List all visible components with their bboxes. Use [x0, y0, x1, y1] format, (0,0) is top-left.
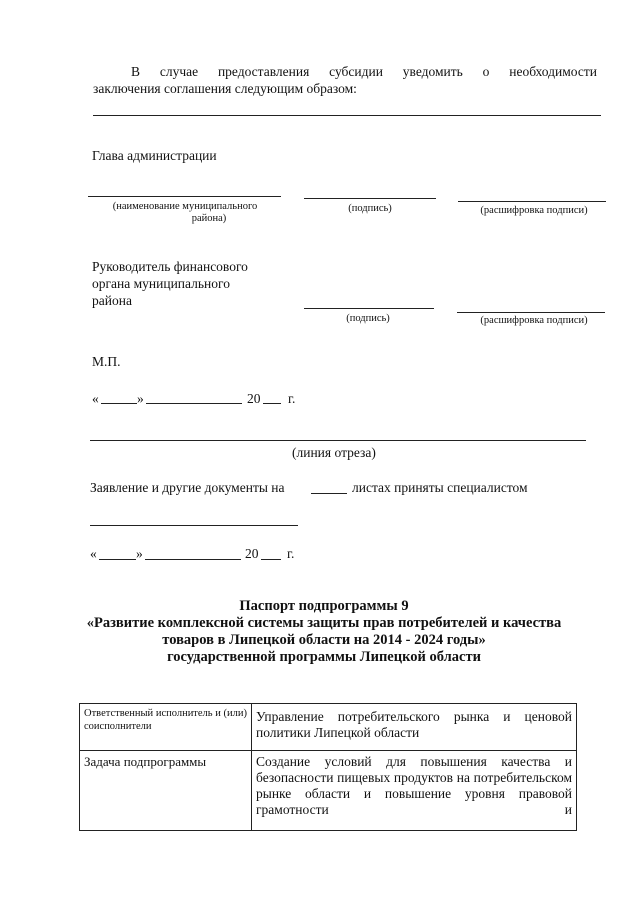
- intro-line-1: [131, 63, 597, 80]
- intro-word: случае: [159, 64, 199, 79]
- date-year-prefix: 20: [247, 391, 261, 406]
- table-cell-label: [80, 751, 252, 831]
- intro-word: о: [482, 64, 490, 79]
- intro-word: уведомить: [402, 64, 463, 79]
- intro-word: субсидии: [329, 64, 383, 79]
- date-year-line: [263, 403, 281, 404]
- cut-line: [90, 440, 586, 441]
- finance-head-title-2: органа муниципального: [92, 276, 230, 291]
- date2-year-line: [261, 559, 281, 560]
- intro-word: предоставления: [217, 64, 310, 79]
- received-text-before: Заявление и другие документы на: [90, 480, 285, 495]
- signature-line: [304, 198, 436, 199]
- finance-signature-decode-line: [457, 312, 605, 313]
- date-open-quote: «: [92, 391, 99, 406]
- date2-year-suffix: г.: [287, 546, 295, 561]
- finance-caption-signature: (подпись): [346, 313, 390, 324]
- passport-title-line-3: товаров в Липецкой области на 2014 - 2024 годы»: [162, 632, 486, 648]
- caption-signature-decode: (расшифровка подписи): [480, 205, 588, 216]
- row-value-task: Создание условий для повышения качества и безопасности пищевых продуктов на потребительском рынке области и повышение уровня правовой грамотности и: [256, 754, 572, 817]
- specialist-line: [90, 525, 298, 526]
- municipality-name-line: [88, 196, 281, 197]
- finance-head-title-3: района: [92, 293, 132, 308]
- passport-title-line-4: государственной программы Липецкой области: [167, 649, 481, 665]
- table-row: [80, 751, 577, 831]
- stamp-label: М.П.: [92, 354, 121, 369]
- row-value-responsible: Управление потребительского рынка и ценовой политики Липецкой области: [256, 709, 572, 740]
- table-cell-value: [252, 704, 577, 751]
- caption-municipality-name-2: района): [191, 213, 227, 224]
- date-month-line: [146, 403, 242, 404]
- caption-municipality-name-1: (наименование муниципального: [112, 201, 258, 212]
- passport-title-line-2: «Развитие комплексной системы защиты прав потребителей и качества: [86, 615, 562, 631]
- table-row: [80, 704, 577, 751]
- cut-line-label: (линия отреза): [292, 445, 376, 460]
- date-close-quote: »: [137, 391, 144, 406]
- date2-close-quote: »: [136, 546, 143, 561]
- date2-year-prefix: 20: [245, 546, 259, 561]
- finance-caption-signature-decode: (расшифровка подписи): [480, 315, 588, 326]
- head-admin-title: Глава администрации: [92, 148, 217, 163]
- date2-day-line: [99, 559, 136, 560]
- notification-method-line: [93, 115, 601, 116]
- intro-line-2: заключения соглашения следующим образом:: [93, 81, 357, 96]
- row-label-responsible: Ответственный исполнитель и (или) соисполнители: [84, 708, 247, 732]
- date-day-line: [101, 403, 137, 404]
- passport-table: [79, 703, 577, 831]
- table-cell-value: [252, 751, 577, 831]
- intro-word: В: [131, 64, 141, 79]
- received-pages-line: [311, 493, 347, 494]
- passport-title: [60, 598, 588, 666]
- row-label-task: Задача подпрограммы: [84, 754, 207, 769]
- date-year-suffix: г.: [288, 391, 296, 406]
- finance-signature-line: [304, 308, 434, 309]
- received-text-after: листах приняты специалистом: [352, 480, 528, 495]
- caption-signature: (подпись): [348, 203, 392, 214]
- table-cell-label: [80, 704, 252, 751]
- signature-decode-line: [458, 201, 606, 202]
- passport-title-line-1: Паспорт подпрограммы 9: [239, 598, 409, 614]
- finance-head-title-1: Руководитель финансового: [92, 259, 248, 274]
- date2-open-quote: «: [90, 546, 97, 561]
- date2-month-line: [145, 559, 241, 560]
- intro-word: необходимости: [509, 64, 597, 79]
